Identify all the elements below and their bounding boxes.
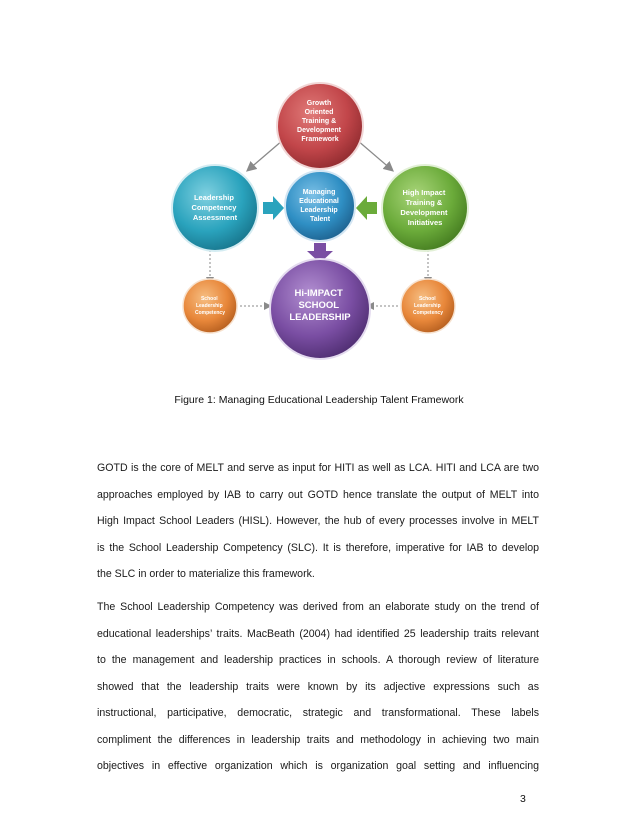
node-lca [172,165,258,251]
node-hiti-label: High Impact Training & Development Initiatives [400,188,448,227]
figure-caption: Figure 1: Managing Educational Leadership Talent Framework [174,394,464,406]
page-number: 3 [520,793,526,805]
paragraph-slc [97,594,539,780]
paragraph-line: objectives in effective organization which is organization goal setting and influencing [97,760,539,772]
node-melt-label: Managing Educational Leadership Talent [299,189,339,223]
paragraph-line: showed that the leadership traits were known by its adjective expressions such as [97,680,539,693]
node-hiti [382,165,468,251]
node-slc-right-label: School Leadership Competency [412,296,444,316]
paragraph-line: to the management and leadership practices in schools. A thorough review of literature [97,654,539,666]
framework-diagram [0,0,638,390]
node-melt [285,171,355,241]
node-gotd-label: Growth Oriented Training & Development Framework [297,100,342,143]
node-slc-right [401,279,455,333]
node-hisl-label: Hi-IMPACT SCHOOL LEADERSHIP [289,288,351,323]
paragraph-gotd [97,455,539,588]
paragraph-line: educational leaderships’ traits. MacBeath (2004) had identified 25 leadership traits relevant [97,627,539,640]
node-slc-left [183,279,237,333]
node-lca-label: Leadership Competency Assessment [191,193,238,222]
paragraph-line: instructional, participative, democratic, strategic and transformational. These labels [97,707,539,719]
node-slc-left-label: School Leadership Competency [194,296,226,316]
paragraph-line: the SLC in order to materialize this framework. [97,568,315,580]
paragraph-line: The School Leadership Competency was derived from an elaborate study on the trend of [97,601,539,613]
arrow-gotd-to-hiti [357,140,392,170]
paragraph-line: GOTD is the core of MELT and serve as input for HITI as well as LCA. HITI and LCA are two [97,462,539,474]
paragraph-line: approaches employed by IAB to carry out GOTD hence translate the output of MELT into [97,488,539,501]
paragraph-line: is the School Leadership Competency (SLC). It is therefore, imperative for IAB to develop [97,541,539,554]
paragraph-line: High Impact School Leaders (HISL). However, the hub of every processes involve in MELT [97,515,539,527]
node-hisl [270,259,370,359]
arrow-hiti-to-melt [356,196,377,220]
paragraph-line: compliment the differences in leadership traits and methodology in achieving two main [97,733,539,746]
node-gotd [277,83,363,169]
arrow-lca-to-melt [263,196,284,220]
arrow-gotd-to-lca [248,140,283,170]
